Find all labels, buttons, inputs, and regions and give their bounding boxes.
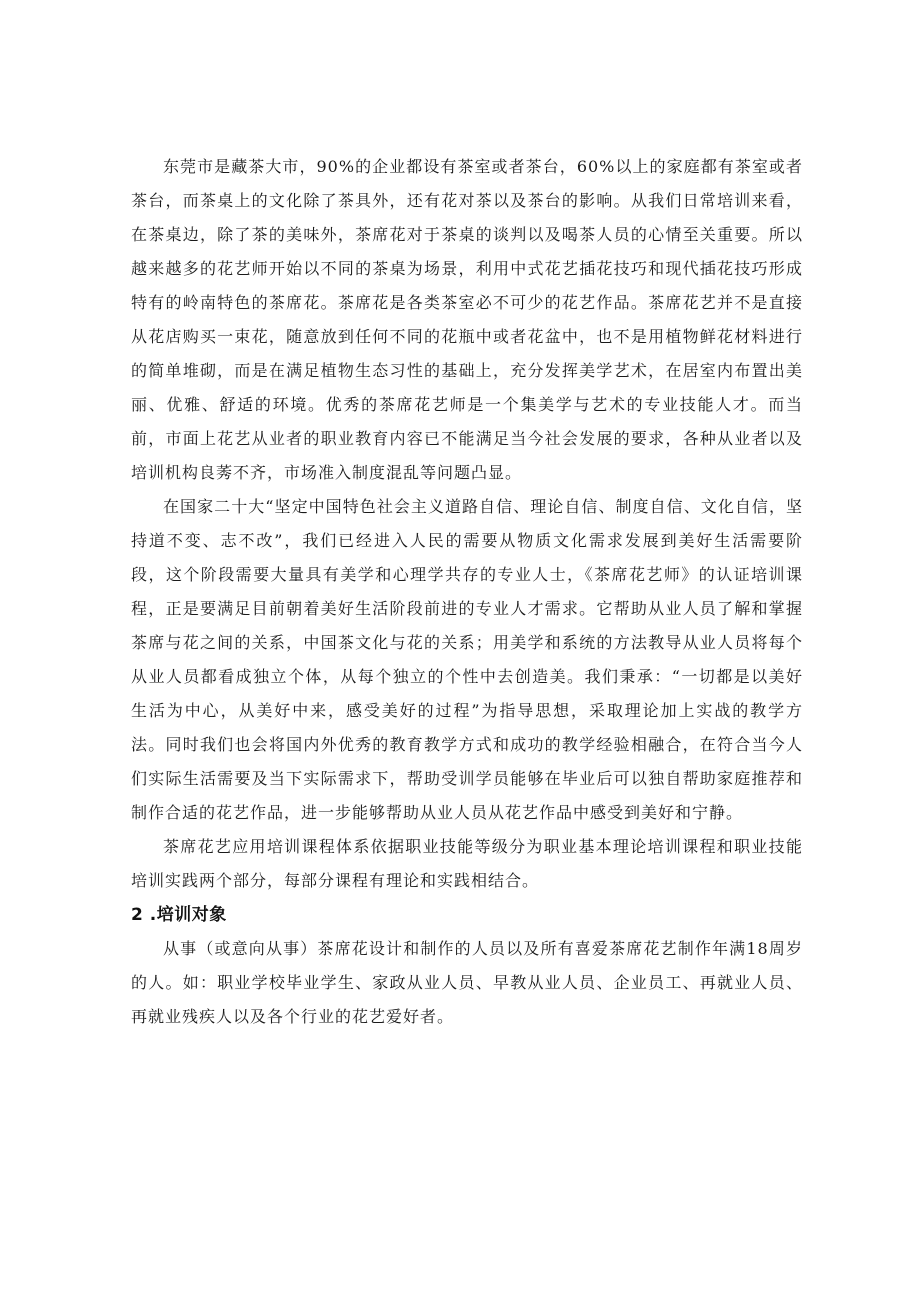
section-heading-training-target: 2 .培训对象 — [131, 905, 227, 925]
document-page — [131, 150, 803, 1034]
body-paragraph-training-target: 从事（或意向从事）茶席花设计和制作的人员以及所有喜爱茶席花艺制作年满18周岁的人。如：职业学校毕业学生、家政从业人员、早教从业人员、企业员工、再就业人员、再就业残疾人以及各个行业的花艺爱好者。 — [131, 939, 803, 1026]
body-paragraph-3: 茶席花艺应用培训课程体系依据职业技能等级分为职业基本理论培训课程和职业技能培训实践两个部分，每部分课程有理论和实践相结合。 — [131, 837, 803, 890]
body-paragraph-1: 东莞市是藏茶大市，90%的企业都设有茶室或者茶台，60%以上的家庭都有茶室或者茶台，而茶桌上的文化除了茶具外，还有花对茶以及茶台的影响。从我们日常培训来看，在茶桌边，除了茶的美味外，茶席花对于茶桌的谈判以及喝茶人员的心情至关重要。所以越来越多的花艺师开始以不同的茶桌为场景，利用中式花艺插花技巧和现代插花技巧形成特有的岭南特色的茶席花。茶席花是各类茶室必不可少的花艺作品。茶席花艺并不是直接从花店购买一束花，随意放到任何不同的花瓶中或者花盆中，也不是用植物鲜花材料进行的简单堆砌，而是在满足植物生态习性的基础上，充分发挥美学艺术，在居室内布置出美丽、优雅、舒适的环境。优秀的茶席花艺师是一个集美学与艺术的专业技能人才。而当前，市面上花艺从业者的职业教育内容已不能满足当今社会发展的要求，各种从业者以及培训机构良莠不齐，市场准入制度混乱等问题凸显。 — [131, 157, 803, 482]
body-paragraph-2: 在国家二十大“坚定中国特色社会主义道路自信、理论自信、制度自信、文化自信，坚持道不变、志不改”，我们已经进入人民的需要从物质文化需求发展到美好生活需要阶段，这个阶段需要大量具有美学和心理学共存的专业人士，《茶席花艺师》的认证培训课程，正是要满足目前朝着美好生活阶段前进的专业人才需求。它帮助从业人员了解和掌握茶席与花之间的关系，中国茶文化与花的关系；用美学和系统的方法教导从业人员将每个从业人员都看成独立个体，从每个独立的个性中去创造美。我们秉承：“一切都是以美好生活为中心，从美好中来，感受美好的过程”为指导思想，采取理论加上实战的教学方法。同时我们也会将国内外优秀的教育教学方式和成功的教学经验相融合，在符合当今人们实际生活需要及当下实际需求下，帮助受训学员能够在毕业后可以独自帮助家庭推荐和制作合适的花艺作品，进一步能够帮助从业人员从花艺作品中感受到美好和宁静。 — [131, 497, 803, 822]
